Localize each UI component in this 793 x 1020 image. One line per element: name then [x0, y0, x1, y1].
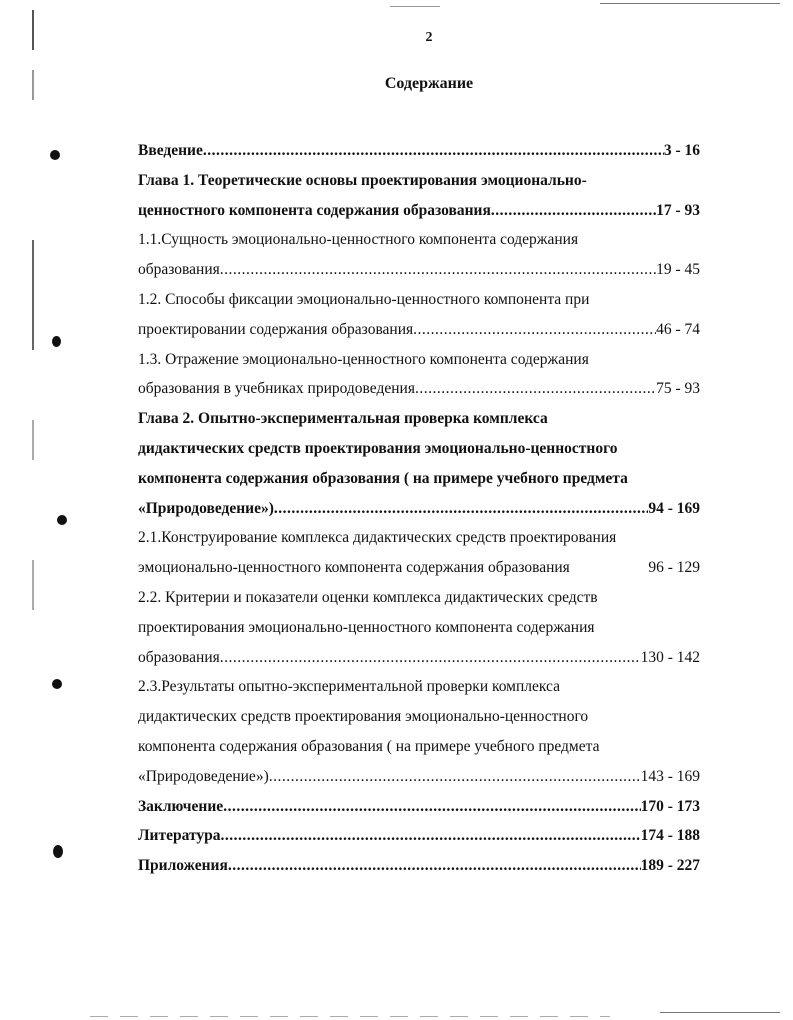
page-range: 19 - 45 — [656, 261, 700, 279]
bottom-rule — [660, 1012, 780, 1013]
toc-entry-section-1-1[interactable]: 1.1.Сущность эмоционально-ценностного компонента содержания — [138, 231, 579, 249]
table-of-contents — [138, 136, 700, 881]
top-rule — [600, 3, 780, 4]
toc-entry-introduction[interactable]: Введение ..... 3 - 16 — [138, 136, 700, 166]
toc-entry-chapter-2-cont[interactable]: «Природоведение») ..... 94 - 169 — [138, 494, 700, 524]
toc-entry-section-2-3-cont[interactable]: «Природоведение») ..... 143 - 169 — [138, 762, 700, 792]
punch-hole-mark — [53, 845, 63, 858]
toc-entry-chapter-2[interactable]: Глава 2. Опытно-экспериментальная проверка комплекса — [138, 410, 548, 428]
page-range: 96 - 129 — [648, 559, 700, 577]
toc-entry-section-2-3-cont[interactable]: дидактических средств проектирования эмоционально-ценностного — [138, 708, 589, 726]
punch-hole-mark — [52, 679, 62, 689]
toc-entry-section-2-2[interactable]: 2.2. Критерии и показатели оценки комплекса дидактических средств — [138, 588, 598, 606]
toc-entry-section-2-3-cont[interactable]: компонента содержания образования ( на примере учебного предмета — [138, 737, 600, 755]
page-title: Содержание — [384, 75, 474, 92]
toc-entry-conclusion[interactable]: Заключение ..... 170 - 173 — [138, 792, 700, 822]
top-rule-short — [390, 6, 440, 7]
toc-entry-section-2-2-cont[interactable]: проектирования эмоционально-ценностного компонента содержания — [138, 618, 595, 636]
page-range: 170 - 173 — [640, 797, 700, 815]
toc-entry-section-2-2-cont[interactable]: образования ..... 130 - 142 — [138, 643, 700, 673]
bottom-scan-marks — [90, 1016, 610, 1017]
toc-entry-chapter-1-cont[interactable]: ценностного компонента содержания образования ..... 17 - 93 — [138, 196, 700, 226]
toc-entry-section-2-1-cont[interactable]: эмоционально-ценностного компонента содержания образования 96 - 129 — [138, 553, 700, 583]
toc-entry-section-2-1[interactable]: 2.1.Конструирование комплекса дидактических средств проектирования — [138, 529, 617, 547]
page-number: 2 — [425, 30, 433, 45]
page-range: 3 - 16 — [663, 142, 700, 159]
page-range: 46 - 74 — [656, 320, 700, 338]
page-range: 17 - 93 — [656, 201, 700, 219]
toc-entry-section-1-1-cont[interactable]: образования ..... 19 - 45 — [138, 255, 700, 285]
toc-entry-section-1-3-cont[interactable]: образования в учебниках природоведения ..... 75 - 93 — [138, 374, 700, 404]
punch-hole-mark — [57, 515, 67, 525]
toc-entry-chapter-2-cont[interactable]: компонента содержания образования ( на примере учебного предмета — [138, 469, 628, 487]
page-range: 189 - 227 — [640, 857, 700, 875]
page-range: 75 - 93 — [656, 380, 700, 398]
toc-entry-section-1-3[interactable]: 1.3. Отражение эмоционально-ценностного компонента содержания — [138, 350, 589, 368]
punch-hole-mark — [50, 150, 60, 160]
punch-hole-mark — [52, 336, 61, 347]
scan-edge — [32, 0, 35, 1020]
toc-entry-literature[interactable]: Литература ..... 174 - 188 — [138, 821, 700, 851]
toc-entry-appendices[interactable]: Приложения ..... 189 - 227 — [138, 851, 700, 881]
page-range: 130 - 142 — [640, 648, 700, 666]
page-range: 94 - 169 — [648, 499, 700, 517]
toc-entry-section-1-2-cont[interactable]: проектировании содержания образования ..... 46 - 74 — [138, 315, 700, 345]
page-range: 174 - 188 — [640, 827, 700, 845]
toc-entry-section-1-2[interactable]: 1.2. Способы фиксации эмоционально-ценностного компонента при — [138, 290, 590, 308]
toc-entry-section-2-3[interactable]: 2.3.Результаты опытно-экспериментальной проверки комплекса — [138, 678, 560, 696]
page-range: 143 - 169 — [640, 767, 700, 785]
toc-entry-chapter-1[interactable]: Глава 1. Теоретические основы проектирования эмоционально- — [138, 171, 587, 189]
toc-entry-chapter-2-cont[interactable]: дидактических средств проектирования эмоционально-ценностного — [138, 439, 618, 457]
